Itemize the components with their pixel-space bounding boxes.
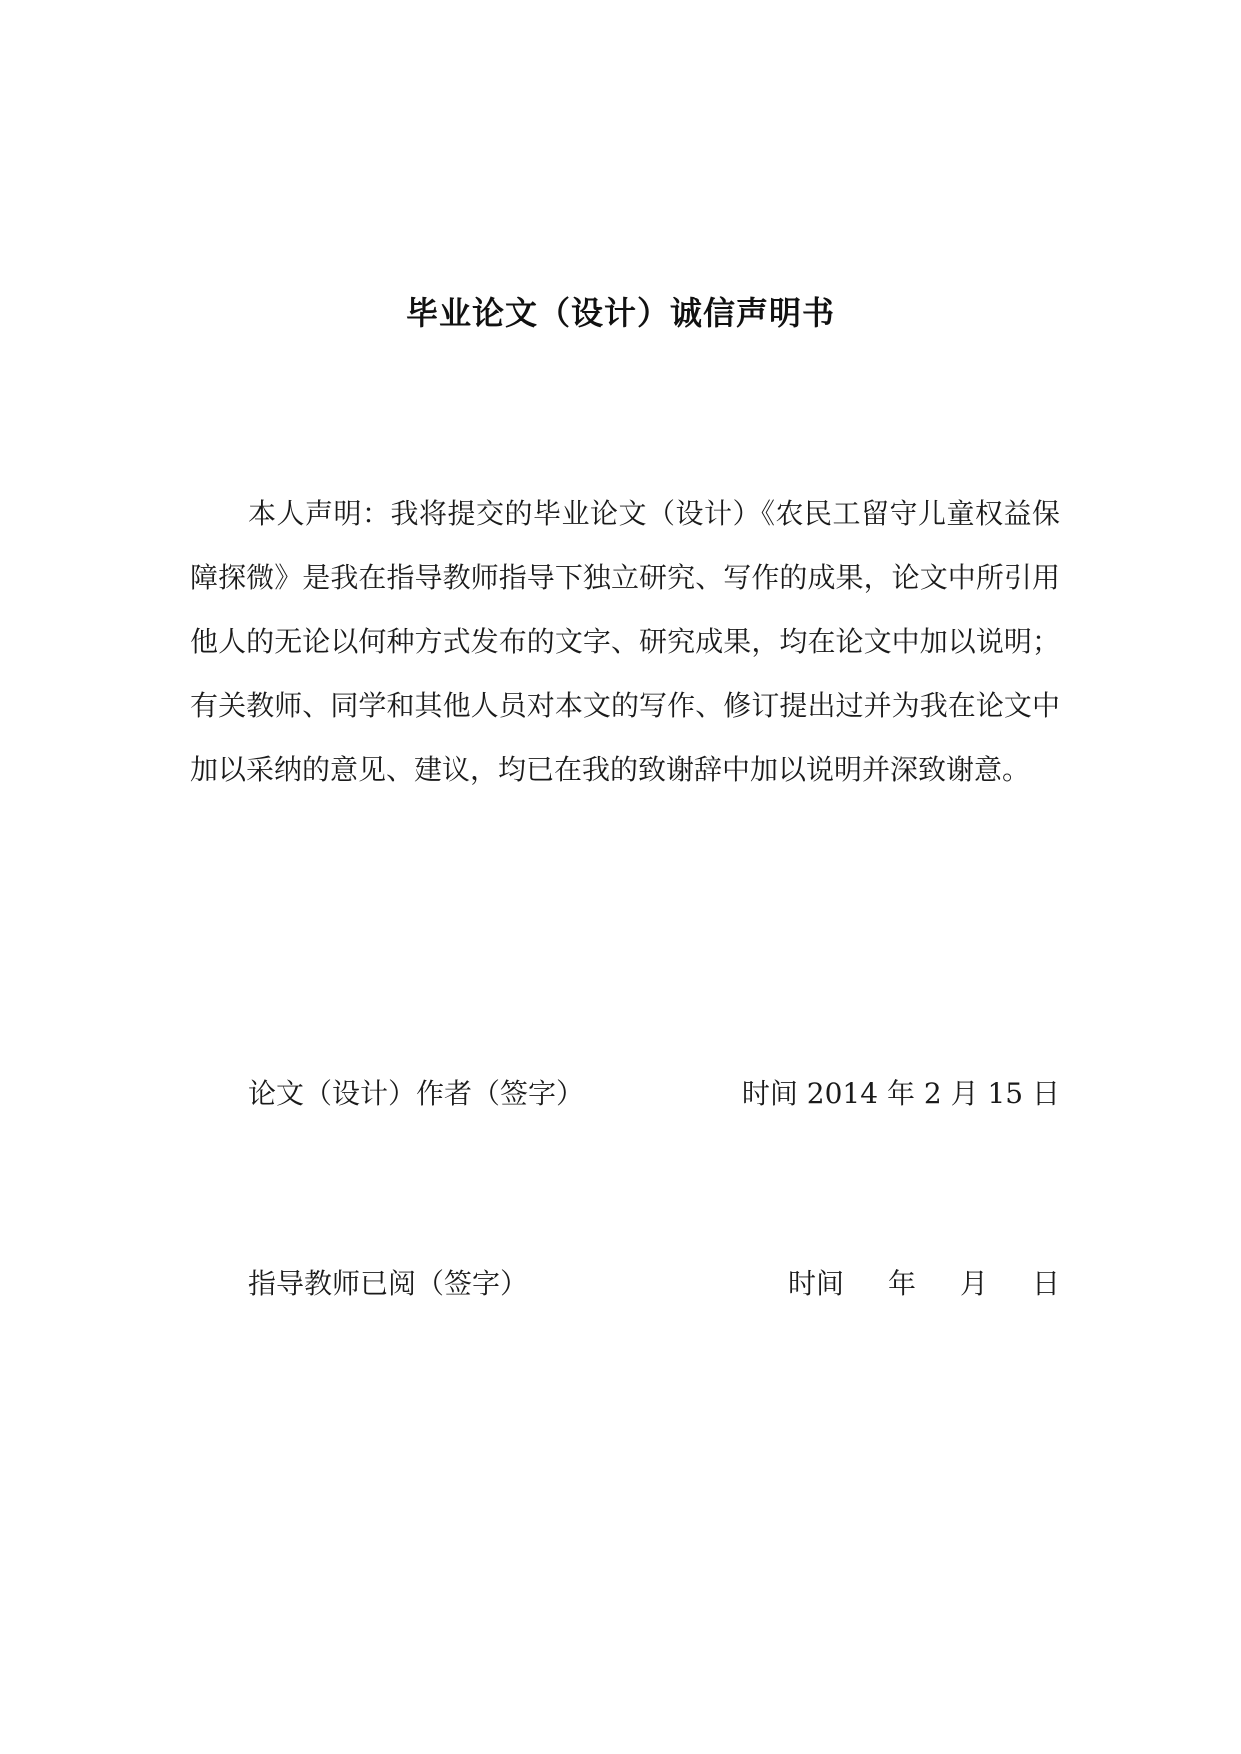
- advisor-time-label: 时间: [787, 1267, 844, 1300]
- document-title: 毕业论文（设计）诚信声明书: [405, 294, 835, 332]
- advisor-signature-label: 指导教师已阅（签字）: [248, 1267, 529, 1300]
- author-signature-date: 时间 2014 年 2 月 15 日: [741, 1077, 1060, 1110]
- advisor-day-label: 日: [1031, 1267, 1060, 1300]
- advisor-year-label: 年: [887, 1267, 916, 1300]
- advisor-month-label: 月: [959, 1267, 988, 1300]
- advisor-signature-row: [248, 1260, 1060, 1308]
- integrity-statement: 本人声明：我将提交的毕业论文（设计）《农民工留守儿童权益保障探微》是我在指导教师指导下独立研究、写作的成果，论文中所引用他人的无论以何种方式发布的文字、研究成果，均在论文中加以说明；有关教师、同学和其他人员对本文的写作、修订提出过并为我在论文中加以采纳的意见、建议，均已在我的致谢辞中加以说明并深致谢意。: [190, 497, 1060, 786]
- advisor-signature-date: [788, 1260, 1060, 1308]
- author-signature-row: [248, 1070, 1060, 1118]
- author-signature-label: 论文（设计）作者（签字）: [248, 1077, 585, 1110]
